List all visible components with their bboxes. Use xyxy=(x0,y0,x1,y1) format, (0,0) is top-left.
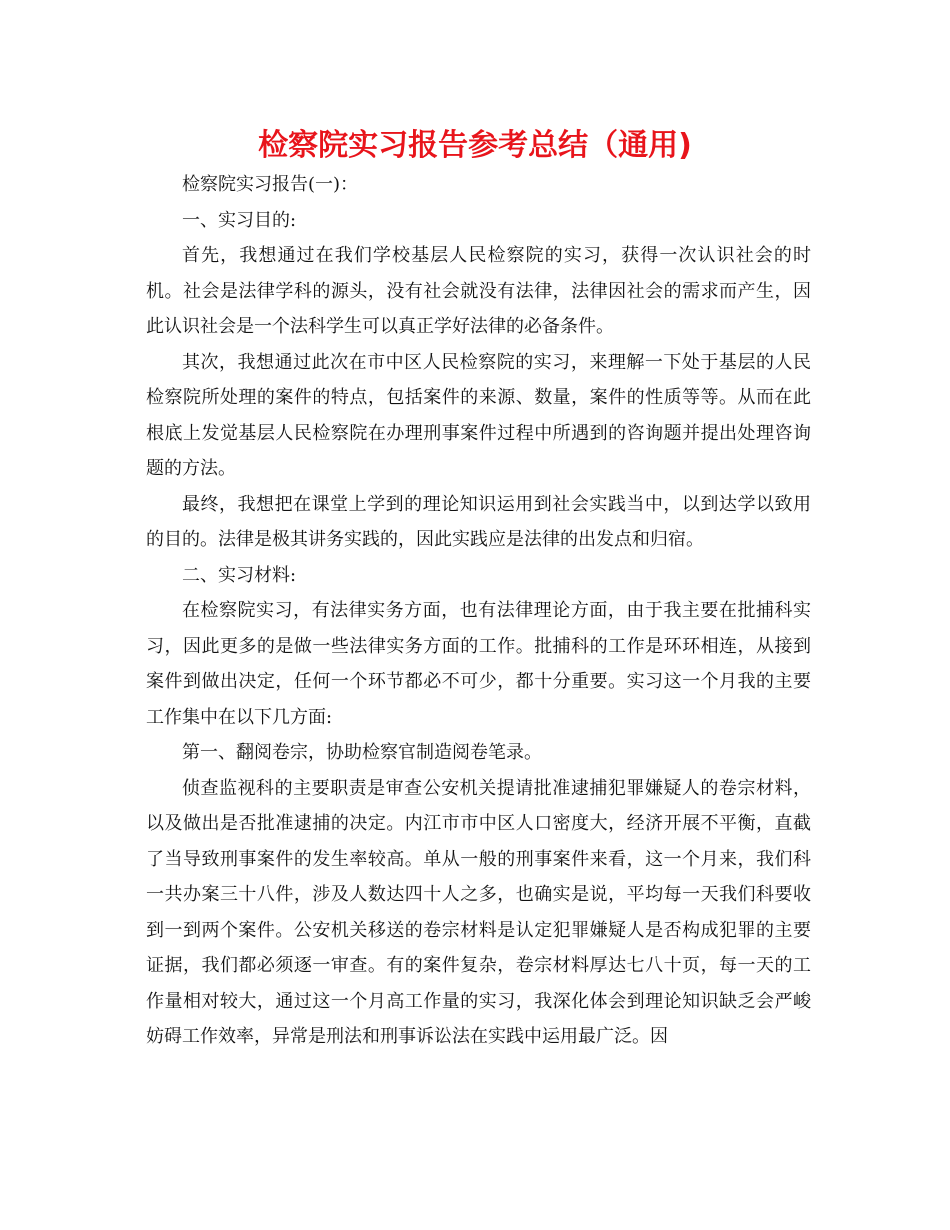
document-title: 检察院实习报告参考总结（通用) xyxy=(258,128,692,163)
paragraph-report-heading: 检察院实习报告(一)： xyxy=(182,174,359,195)
paragraph-finally: 最终，我想把在课堂上学到的理论知识运用到社会实践当中，以到达学以致用的目的。法律是极其讲务实践的，因此实践应是法律的出发点和归宿。 xyxy=(146,493,811,550)
paragraph-first: 首先，我想通过在我们学校基层人民检察院的实习，获得一次认识社会的时机。社会是法律学科的源头，没有社会就没有法律，法律因社会的需求而产生，因此认识社会是一个法科学生可以真正学好法律的必备条件。 xyxy=(146,245,811,337)
paragraph-investigation-duties: 侦查监视科的主要职责是审查公安机关提请批准逮捕犯罪嫌疑人的卷宗材料，以及做出是否批准逮捕的决定。内江市市中区人口密度大，经济开展不平衡，直截了当导致刑事案件的发生率较高。单从一般的刑事案件来看，这一个月来，我们科一共办案三十八件，涉及人数达四十人之多，也确实是说，平均每一天我们科要收到一到两个案件。公安机关移送的卷宗材料是认定犯罪嫌疑人是否构成犯罪的主要证据，我们都必须逐一审查。有的案件复杂，卷宗材料厚达七八十页，每一天的工作量相对较大，通过这一个月高工作量的实习，我深化体会到理论知识缺乏会严峻妨碍工作效率，异常是刑法和刑事诉讼法在实践中运用最广泛。因 xyxy=(146,777,811,1047)
paragraph-section-purpose: 一、实习目的: xyxy=(182,209,297,231)
paragraph-second: 其次，我想通过此次在市中区人民检察院的实习，来理解一下处于基层的人民检察院所处理的案件的特点，包括案件的来源、数量，案件的性质等等。从而在此根底上发觉基层人民检察院在办理刑事案件过程中所遇到的咨询题并提出处理咨询题的方法。 xyxy=(146,351,811,479)
paragraph-item-one: 第一、翻阅卷宗，协助检察官制造阅卷笔录。 xyxy=(182,742,542,763)
paragraph-section-materials: 二、实习材料: xyxy=(182,564,297,586)
document-body xyxy=(146,167,811,1055)
paragraph-work-overview: 在检察院实习，有法律实务方面，也有法律理论方面，由于我主要在批捕科实习，因此更多的是做一些法律实务方面的工作。批捕科的工作是环环相连，从接到案件到做出决定，任何一个环节都必不可少，都十分重要。实习这一个月我的主要工作集中在以下几方面: xyxy=(146,600,811,728)
